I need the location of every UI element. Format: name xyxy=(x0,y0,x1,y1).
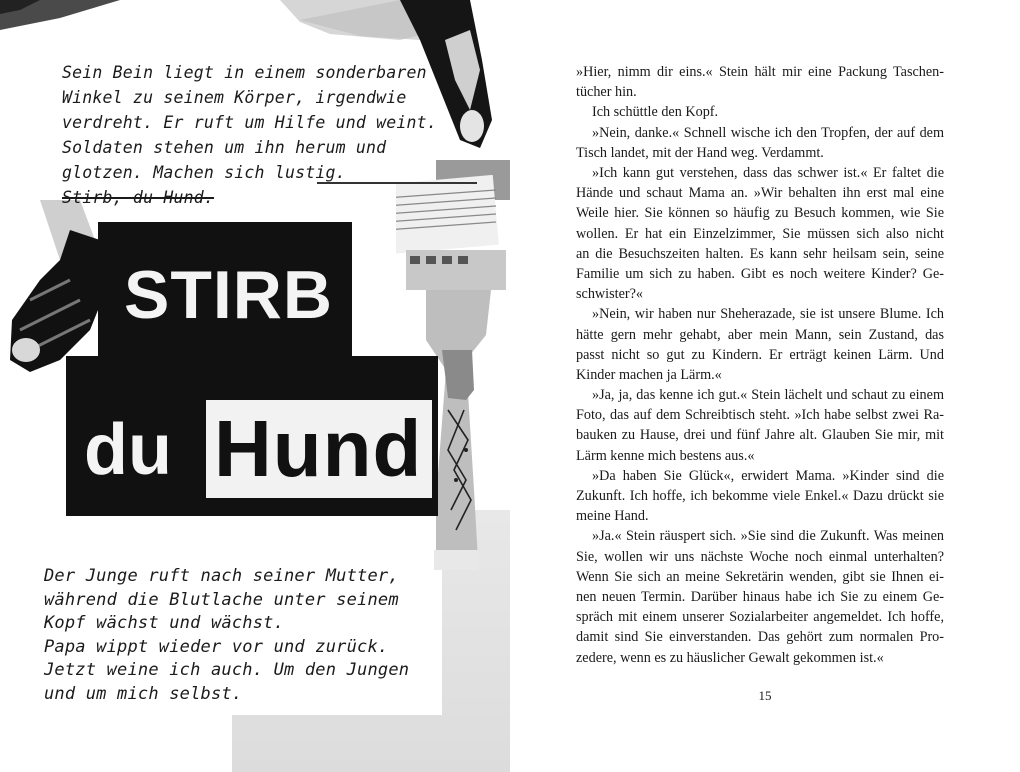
headline-stirb: STIRB xyxy=(124,257,333,333)
prose-line: Hände und schaut Mama an. »Wir behalten ihn erst mal eine xyxy=(576,185,944,202)
prose-line: passt nicht so gut zu Kindern. Er erträgt keinen Lärm. Und xyxy=(576,346,944,363)
prose-line: an die Besuchszeiten halten. Es kann sehr heilsam sein, seine xyxy=(576,245,944,262)
note-line-struck: Stirb, du Hund. xyxy=(62,188,215,207)
prose-line: Familie um sich zu haben. Gibt es noch weitere Kinder? Ge- xyxy=(576,265,944,282)
page-number: 15 xyxy=(758,688,772,703)
prose-line: wollen. Er hat ein Einzelzimmer, Sie müssen sich also nicht xyxy=(576,225,944,242)
note-line: Papa wippt wieder vor und zurück. xyxy=(44,636,389,657)
note-line: und um mich selbst. xyxy=(44,683,243,704)
prose-line: »Ich kann gut verstehen, dass das schwer ist.« Er faltet die xyxy=(592,164,944,181)
prose-text xyxy=(576,62,944,668)
prose-line: hätte gern mehr gehabt, aber mein Mann, sein Zustand, das xyxy=(576,326,944,343)
prose-line: Sie, wollen wir uns nächste Woche noch einmal unterhalten? xyxy=(576,548,944,565)
prose-line: »Ja, ja, das kenne ich gut.« Stein lächelt und schaut zu einem xyxy=(592,387,944,404)
prose-line: Kinder machen ja Lärm.« xyxy=(576,366,722,383)
note-line: Soldaten stehen um ihn herum und xyxy=(62,138,387,157)
prose-line: Foto, das auf dem Schreibtisch steht. »Ich habe selbst zwei Ra- xyxy=(576,407,944,424)
prose-line: Lärm kenne mich bestens aus.« xyxy=(576,447,755,464)
prose-line: spräch mit einem unserer Sozialarbeiter angemeldet. Ich hoffe, xyxy=(576,609,944,626)
right-page-prose xyxy=(510,0,1020,772)
note-line: Winkel zu seinem Körper, irgendwie xyxy=(62,88,407,107)
prose-line: nen neuen Termin. Darüber hinaus habe ich Sie zu einem Ge- xyxy=(576,588,944,605)
handwritten-note-top xyxy=(62,60,437,210)
prose-line: Zukunft. Ich hoffe, ich bekomme viele Enkel.« Dazu drückt sie xyxy=(576,488,944,505)
prose-line: »Da haben Sie Glück«, erwidert Mama. »Kinder sind die xyxy=(592,467,944,484)
prose-line: Tisch landet, mit der Hand weg. Verdammt. xyxy=(576,144,824,161)
prose-line: »Nein, wir haben nur Sheherazade, sie ist unsere Blume. Ich xyxy=(592,306,944,323)
handwritten-note-bottom xyxy=(44,565,444,706)
prose-line: Ich schüttle den Kopf. xyxy=(592,104,719,121)
prose-line: »Hier, nimm dir eins.« Stein hält mir eine Packung Taschen- xyxy=(576,64,944,80)
prose-line: bauken zu Hause, drei und fünf Jahre alt. Glauben Sie mir, mit xyxy=(576,427,944,444)
note-line: glotzen. Machen sich lustig. xyxy=(62,163,346,182)
headline-du: du xyxy=(84,410,172,490)
prose-line: zedere, wenn es zu häuslicher Gewalt gekommen ist.« xyxy=(576,649,884,666)
prose-line: Weile hier. Sie können so häufig zu Besuch kommen, wie Sie xyxy=(576,205,944,222)
note-line: verdreht. Er ruft um Hilfe und weint. xyxy=(62,113,437,132)
prose-line: schwister?« xyxy=(576,286,643,303)
prose-line: »Ja.« Stein räuspert sich. »Sie sind die Zukunft. Was meinen xyxy=(592,528,944,545)
headline-hund: Hund xyxy=(214,404,423,493)
underline-rule xyxy=(317,182,477,184)
note-line: Der Junge ruft nach seiner Mutter, xyxy=(44,566,399,586)
prose-line: Wenn Sie sich an meine Sekretärin wenden, gibt sie Ihnen ei- xyxy=(576,568,944,585)
prose-line: meine Hand. xyxy=(576,508,649,525)
prose-line: damit sind Sie einverstanden. Das gehört zum normalen Pro- xyxy=(576,629,944,646)
note-line: Kopf wächst und wächst. xyxy=(44,613,285,633)
note-line: Jetzt weine ich auch. Um den Jungen xyxy=(44,660,410,680)
prose-line: »Nein, danke.« Schnell wische ich den Tropfen, der auf dem xyxy=(592,124,944,141)
note-line: während die Blutlache unter seinem xyxy=(44,589,399,610)
prose-line: tücher hin. xyxy=(576,84,637,101)
note-line: Sein Bein liegt in einem sonderbaren xyxy=(62,63,427,82)
